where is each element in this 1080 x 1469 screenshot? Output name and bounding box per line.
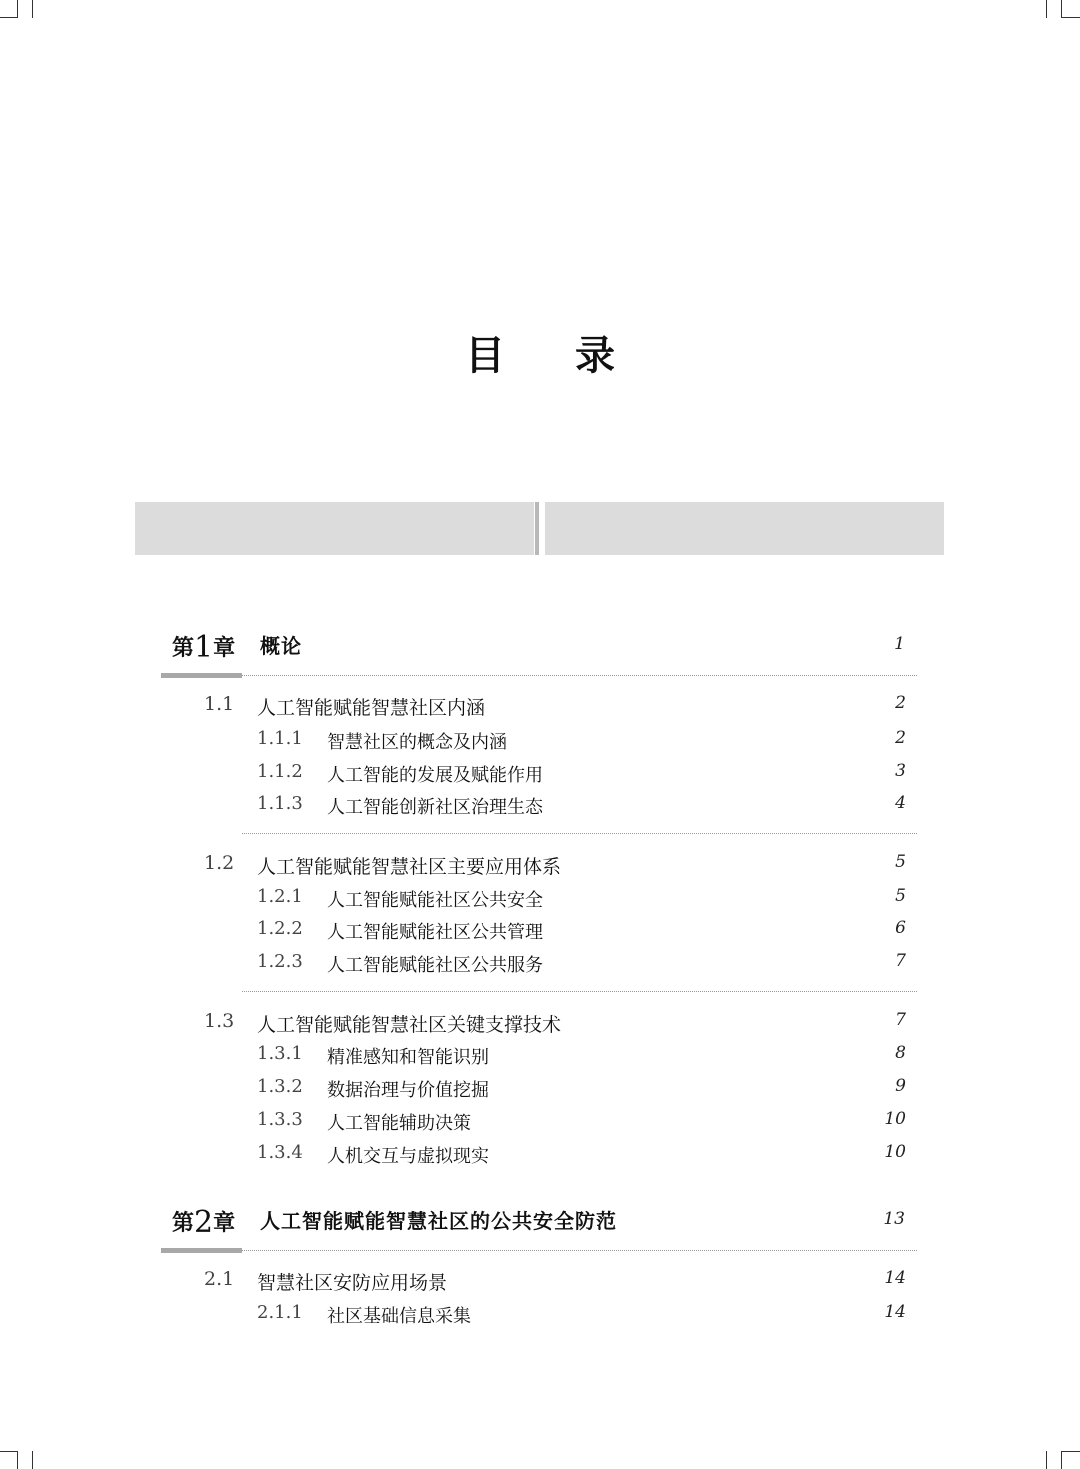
dotted-divider bbox=[242, 1250, 917, 1251]
subsection-title: 精准感知和智能识别 bbox=[327, 1047, 489, 1068]
page-number: 2 bbox=[895, 728, 906, 748]
toc-section[interactable] bbox=[204, 693, 910, 721]
page-number: 10 bbox=[884, 1142, 906, 1162]
crop-mark bbox=[1061, 0, 1062, 18]
section-number: 1.2 bbox=[204, 852, 235, 874]
section-title: 智慧社区安防应用场景 bbox=[257, 1272, 448, 1294]
crop-mark bbox=[1061, 1451, 1080, 1452]
toc-section[interactable] bbox=[204, 1010, 910, 1038]
page-number: 2 bbox=[895, 693, 906, 713]
chapter-underline bbox=[161, 1248, 242, 1253]
banner-gap bbox=[539, 502, 544, 555]
subsection-title: 人工智能赋能社区公共安全 bbox=[327, 890, 543, 911]
page-number: 5 bbox=[895, 852, 906, 872]
chapter-label: 第1章 bbox=[172, 630, 236, 665]
chapter-label: 第2章 bbox=[172, 1205, 236, 1240]
crop-mark bbox=[0, 17, 17, 18]
toc-subsection[interactable] bbox=[257, 1302, 910, 1328]
subsection-title: 社区基础信息采集 bbox=[327, 1306, 471, 1327]
toc-subsection[interactable] bbox=[257, 1043, 910, 1069]
toc-chapter[interactable] bbox=[172, 628, 917, 665]
page-number: 13 bbox=[883, 1209, 905, 1229]
page-title: 目 录 bbox=[465, 333, 643, 379]
page-number: 14 bbox=[884, 1268, 906, 1288]
subsection-number: 1.2.3 bbox=[257, 951, 303, 972]
section-number: 1.3 bbox=[204, 1010, 235, 1032]
subsection-title: 智慧社区的概念及内涵 bbox=[327, 732, 507, 753]
page-number: 7 bbox=[895, 1010, 906, 1030]
subsection-title: 人工智能的发展及赋能作用 bbox=[327, 765, 543, 786]
page-number: 4 bbox=[895, 793, 906, 813]
subsection-number: 1.2.1 bbox=[257, 886, 303, 907]
subsection-title: 人工智能赋能社区公共服务 bbox=[327, 955, 543, 976]
dotted-divider bbox=[242, 991, 917, 992]
page-number: 7 bbox=[895, 951, 906, 971]
toc-section[interactable] bbox=[204, 1268, 910, 1296]
toc-subsection[interactable] bbox=[257, 886, 910, 912]
page-number: 8 bbox=[895, 1043, 906, 1063]
subsection-number: 1.3.1 bbox=[257, 1043, 303, 1064]
subsection-number: 1.1.3 bbox=[257, 793, 303, 814]
toc-subsection[interactable] bbox=[257, 1076, 910, 1102]
subsection-number: 1.1.1 bbox=[257, 728, 303, 749]
page-number: 14 bbox=[884, 1302, 906, 1322]
crop-mark bbox=[1046, 0, 1047, 18]
crop-mark bbox=[1061, 17, 1080, 18]
crop-mark bbox=[1046, 1451, 1047, 1469]
toc-subsection[interactable] bbox=[257, 951, 910, 977]
page-number: 1 bbox=[894, 634, 905, 654]
chapter-title: 人工智能赋能智慧社区的公共安全防范 bbox=[260, 1209, 617, 1233]
section-number: 1.1 bbox=[204, 693, 235, 715]
subsection-number: 1.3.3 bbox=[257, 1109, 303, 1130]
subsection-title: 数据治理与价值挖掘 bbox=[327, 1080, 489, 1101]
subsection-number: 1.1.2 bbox=[257, 761, 303, 782]
crop-mark bbox=[32, 0, 33, 18]
subsection-title: 人工智能创新社区治理生态 bbox=[327, 797, 543, 818]
section-number: 2.1 bbox=[204, 1268, 235, 1290]
toc-chapter[interactable] bbox=[172, 1203, 917, 1240]
subsection-number: 1.2.2 bbox=[257, 918, 303, 939]
toc-subsection[interactable] bbox=[257, 918, 910, 944]
section-title: 人工智能赋能智慧社区关键支撑技术 bbox=[257, 1014, 562, 1036]
section-title: 人工智能赋能智慧社区内涵 bbox=[257, 697, 486, 719]
subsection-title: 人工智能辅助决策 bbox=[327, 1113, 471, 1134]
toc-subsection[interactable] bbox=[257, 793, 910, 819]
subsection-number: 1.3.4 bbox=[257, 1142, 303, 1163]
crop-mark bbox=[0, 1451, 17, 1452]
toc-subsection[interactable] bbox=[257, 1109, 910, 1135]
page-number: 5 bbox=[895, 886, 906, 906]
page-number: 9 bbox=[895, 1076, 906, 1096]
subsection-title: 人工智能赋能社区公共管理 bbox=[327, 922, 543, 943]
crop-mark bbox=[17, 0, 18, 18]
toc-subsection[interactable] bbox=[257, 761, 910, 787]
subsection-number: 1.3.2 bbox=[257, 1076, 303, 1097]
subsection-number: 2.1.1 bbox=[257, 1302, 303, 1323]
toc-section[interactable] bbox=[204, 852, 910, 880]
crop-mark bbox=[1061, 1451, 1062, 1469]
dotted-divider bbox=[242, 675, 917, 676]
banner-right bbox=[545, 502, 944, 555]
dotted-divider bbox=[242, 833, 917, 834]
page-number: 3 bbox=[895, 761, 906, 781]
section-title: 人工智能赋能智慧社区主要应用体系 bbox=[257, 856, 562, 878]
toc-subsection[interactable] bbox=[257, 1142, 910, 1168]
toc-subsection[interactable] bbox=[257, 728, 910, 754]
page-number: 6 bbox=[895, 918, 906, 938]
crop-mark bbox=[17, 1451, 18, 1469]
banner-left bbox=[135, 502, 534, 555]
chapter-title: 概论 bbox=[260, 634, 302, 658]
subsection-title: 人机交互与虚拟现实 bbox=[327, 1146, 489, 1167]
crop-mark bbox=[32, 1451, 33, 1469]
chapter-underline bbox=[161, 673, 242, 678]
page-number: 10 bbox=[884, 1109, 906, 1129]
